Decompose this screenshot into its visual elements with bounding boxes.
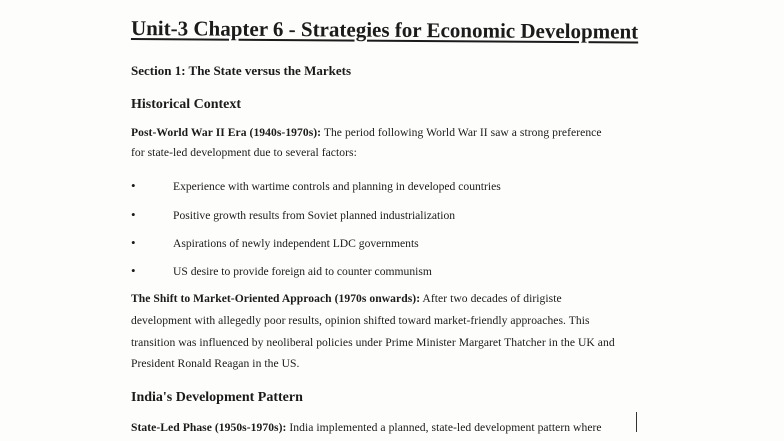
list-item (131, 235, 419, 251)
state-led-label: State-Led Phase (1950s-1970s): (131, 421, 287, 434)
list-item (131, 263, 432, 279)
pen-mark (636, 412, 637, 432)
bullet-icon: • (131, 178, 136, 193)
post-war-label: Post-World War II Era (1940s-1970s): (131, 126, 322, 139)
list-item (131, 178, 501, 194)
bullet-icon: • (131, 207, 136, 222)
shift-paragraph-line-4: President Ronald Reagan in the US. (131, 357, 300, 370)
bullet-icon: • (131, 263, 136, 278)
list-item-text: Aspirations of newly independent LDC governments (173, 237, 419, 250)
shift-text-1: After two decades of dirigiste (420, 292, 562, 305)
bullet-icon: • (131, 235, 136, 250)
post-war-text-1: The period following World War II saw a strong preference (321, 126, 602, 139)
india-heading: India's Development Pattern (131, 390, 303, 405)
shift-label: The Shift to Market-Oriented Approach (1970s onwards): (131, 292, 421, 305)
post-war-paragraph-line-2: for state-led development due to several factors: (131, 146, 357, 159)
state-led-paragraph-line-1 (131, 421, 602, 434)
section-heading: Section 1: The State versus the Markets (131, 63, 352, 78)
list-item-text: Experience with wartime controls and planning in developed countries (173, 180, 501, 193)
shift-paragraph-line-2: development with allegedly poor results, opinion shifted toward market-friendly approaches. This (131, 314, 590, 327)
list-item-text: Positive growth results from Soviet planned industrialization (173, 209, 456, 222)
list-item-text: US desire to provide foreign aid to counter communism (173, 265, 432, 278)
page-title: Unit-3 Chapter 6 - Strategies for Economic Development (130, 16, 639, 44)
shift-paragraph-line-3: transition was influenced by neoliberal policies under Prime Minister Margaret Thatcher in the UK and (131, 336, 615, 349)
post-war-paragraph-line-1 (131, 126, 602, 139)
list-item (131, 207, 455, 223)
historical-context-heading: Historical Context (131, 97, 242, 112)
state-led-text: India implemented a planned, state-led development pattern where (286, 421, 602, 434)
shift-paragraph-line-1 (131, 292, 562, 305)
